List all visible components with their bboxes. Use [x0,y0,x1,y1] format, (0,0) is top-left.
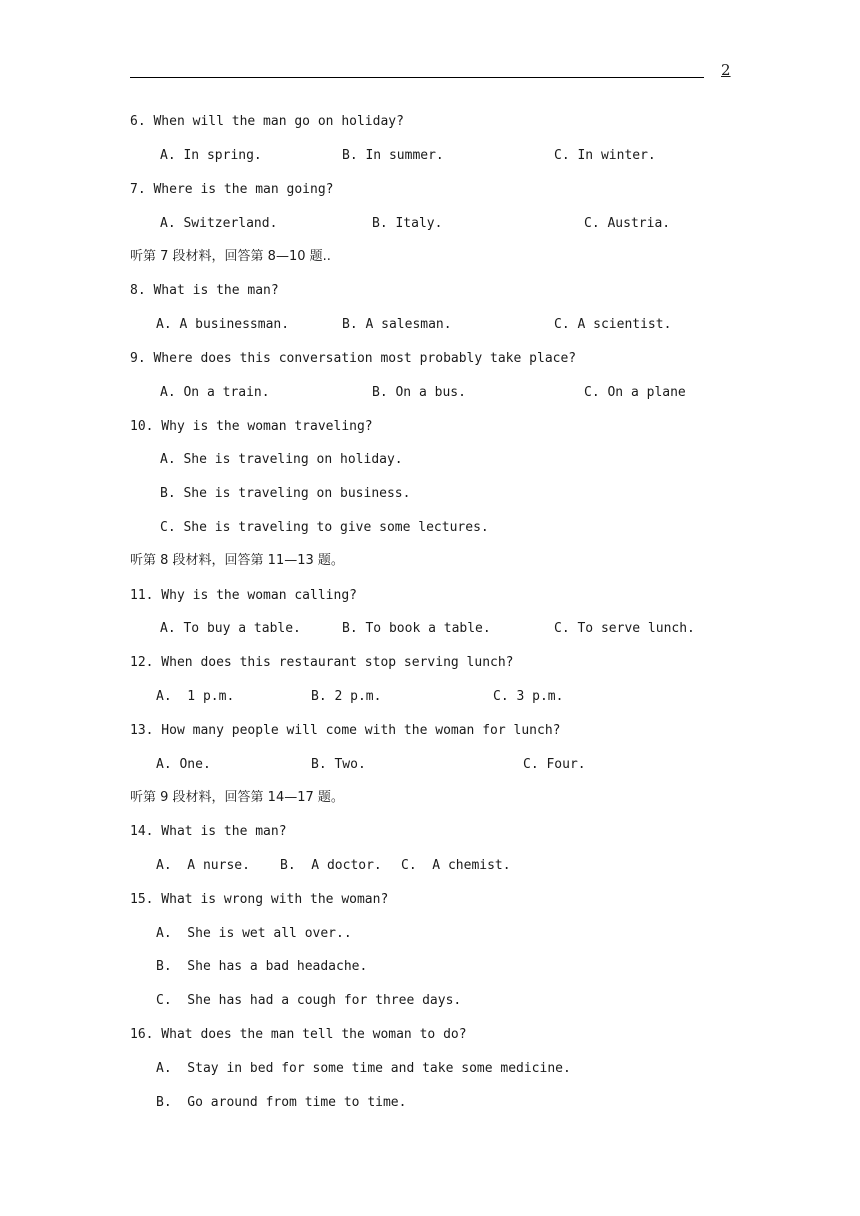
section-heading-8: 听第 8 段材料，回答第 11—13 题。 [130,553,344,568]
option-14c: C. A chemist. [401,858,511,873]
option-9a: A. On a train. [160,385,270,400]
option-14a: A. A nurse. [156,858,250,873]
option-7c: C. Austria. [584,216,671,231]
option-7b: B. Italy. [372,216,443,231]
option-11b: B. To book a table. [342,621,491,636]
option-15c: C. She has had a cough for three days. [156,993,462,1008]
option-15a: A. She is wet all over.. [156,926,352,941]
question-14: 14. What is the man? [130,824,287,839]
section-heading-7: 听第 7 段材料，回答第 8—10 题.. [130,249,331,264]
option-7a: A. Switzerland. [160,216,278,231]
option-12c: C. 3 p.m. [493,689,564,704]
option-11c: C. To serve lunch. [554,621,695,636]
section-heading-9: 听第 9 段材料，回答第 14—17 题。 [130,790,344,805]
option-8c: C. A scientist. [554,317,672,332]
option-10a: A. She is traveling on holiday. [160,452,403,467]
option-8b: B. A salesman. [342,317,452,332]
option-10c: C. She is traveling to give some lectures. [160,520,489,535]
option-6a: A. In spring. [160,148,262,163]
option-12b: B. 2 p.m. [311,689,382,704]
option-9c: C. On a plane [584,385,686,400]
option-14b: B. A doctor. [280,858,382,873]
question-16: 16. What does the man tell the woman to do? [130,1027,467,1042]
option-10b: B. She is traveling on business. [160,486,411,501]
question-15: 15. What is wrong with the woman? [130,892,389,907]
page-number: 2 [721,61,731,79]
question-12: 12. When does this restaurant stop serving lunch? [130,655,514,670]
option-13a: A. One. [156,757,211,772]
option-6b: B. In summer. [342,148,444,163]
option-13c: C. Four. [523,757,586,772]
question-13: 13. How many people will come with the woman for lunch? [130,723,561,738]
question-11: 11. Why is the woman calling? [130,588,357,603]
option-11a: A. To buy a table. [160,621,301,636]
option-13b: B. Two. [311,757,366,772]
option-9b: B. On a bus. [372,385,466,400]
question-9: 9. Where does this conversation most probably take place? [130,351,577,366]
question-6: 6. When will the man go on holiday? [130,114,404,129]
question-8: 8. What is the man? [130,283,279,298]
option-16b: B. Go around from time to time. [156,1095,407,1110]
option-12a: A. 1 p.m. [156,689,235,704]
option-16a: A. Stay in bed for some time and take some medicine. [156,1061,571,1076]
question-7: 7. Where is the man going? [130,182,334,197]
option-15b: B. She has a bad headache. [156,959,368,974]
option-8a: A. A businessman. [156,317,290,332]
option-6c: C. In winter. [554,148,656,163]
question-10: 10. Why is the woman traveling? [130,419,373,434]
header-rule [130,77,704,78]
